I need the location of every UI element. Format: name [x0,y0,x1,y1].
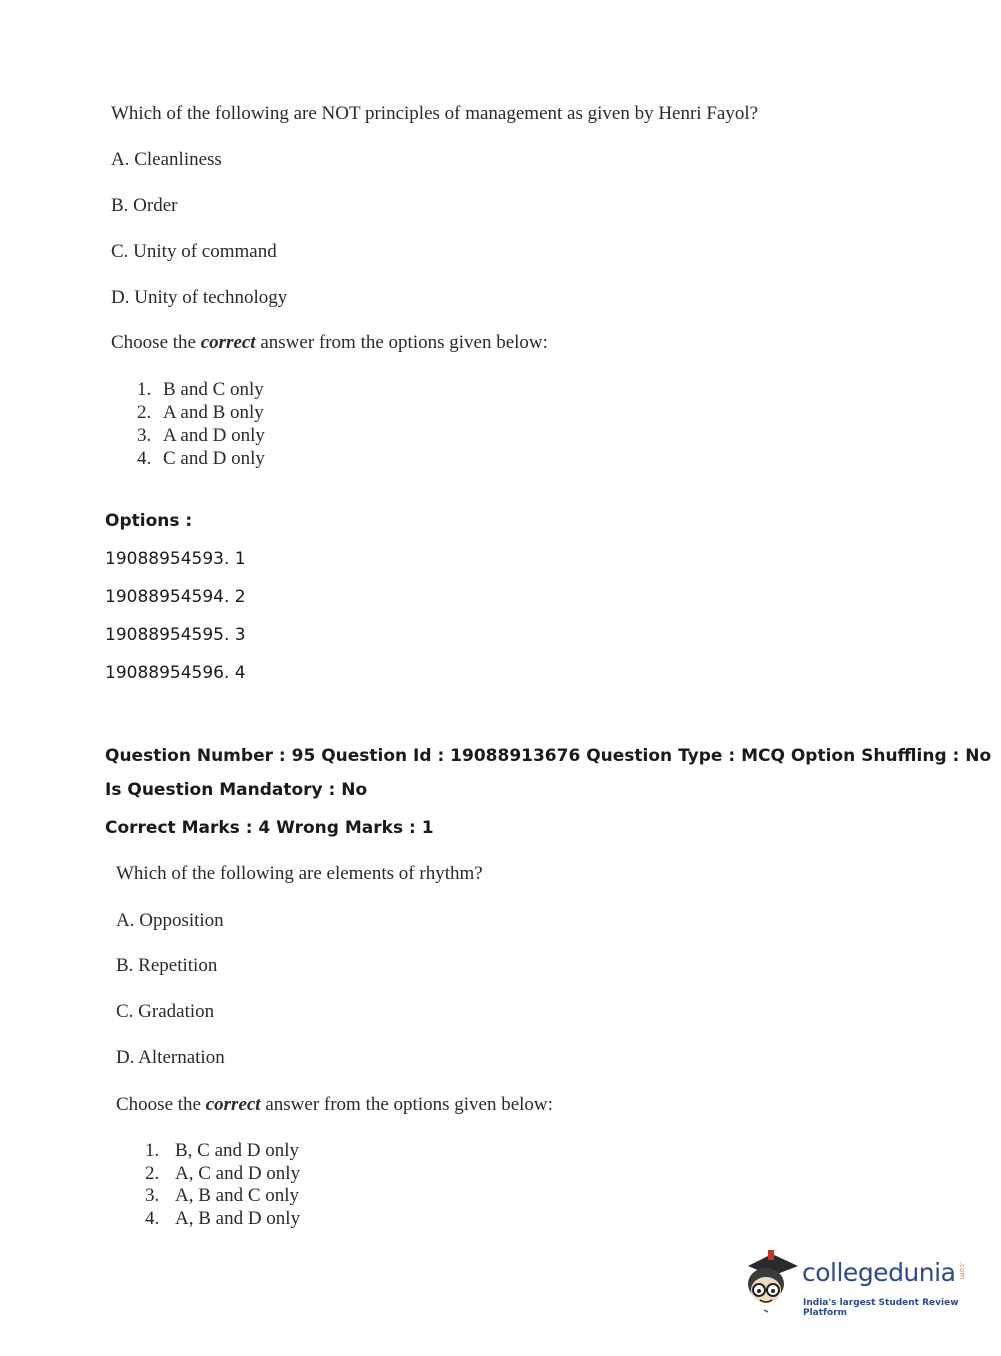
statement-b: B. Repetition [116,955,218,976]
instruction-text: Choose the [116,1094,206,1115]
collegedunia-logo [742,1246,972,1316]
choice-3 [145,1185,299,1207]
logo-tagline: India's largest Student Review Platform [803,1298,959,1318]
choice-text: A and B only [163,402,264,423]
statement-c: C. Gradation [116,1001,215,1022]
instruction-emphasis: correct [205,1094,261,1115]
choice-text: A and D only [163,425,265,446]
statement-b: B. Order [111,195,178,216]
choice-number: 2. [145,1163,160,1184]
choice-2 [137,402,264,424]
choice-number: 1. [137,379,152,400]
choice-4 [145,1208,300,1230]
choice-number: 2. [137,402,152,423]
question-stem: Which of the following are elements of rhythm? [116,863,483,884]
instruction-text-end: answer from the options given below: [255,332,548,353]
option-1: 19088954593. 1 [105,549,246,569]
statement-d: D. Unity of technology [111,287,288,308]
mandatory-line: Is Question Mandatory : No [105,780,368,800]
statement-c: C. Unity of command [111,241,277,262]
choice-text: B and C only [163,379,264,400]
instruction [111,332,548,354]
choice-number: 3. [137,425,152,446]
logo-suffix: .com [958,1262,966,1280]
choice-text: A, B and C only [175,1185,300,1206]
instruction-text: Choose the [111,332,201,353]
options-heading: Options : [105,511,193,531]
mascot-icon [742,1246,802,1314]
choice-2 [145,1163,300,1185]
statement-a: A. Opposition [116,910,224,931]
option-3: 19088954595. 3 [105,625,246,645]
choice-number: 4. [137,448,152,469]
choice-1 [137,379,264,401]
instruction-emphasis: correct [200,332,256,353]
statement-d: D. Alternation [116,1047,225,1068]
choice-3 [137,425,265,447]
choice-text: C and D only [163,448,265,469]
choice-4 [137,448,265,470]
instruction [116,1094,553,1116]
choice-number: 1. [145,1140,160,1161]
statement-a: A. Cleanliness [111,149,222,170]
choice-text: A, C and D only [175,1163,301,1184]
logo-wordmark: collegedunia [802,1258,956,1287]
option-4: 19088954596. 4 [105,663,246,683]
question-meta-line: Question Number : 95 Question Id : 19088913676 Question Type : MCQ Option Shuffling : No [105,746,992,766]
marks-line: Correct Marks : 4 Wrong Marks : 1 [105,818,434,838]
choice-number: 3. [145,1185,160,1206]
choice-text: A, B and D only [175,1208,301,1229]
choice-number: 4. [145,1208,160,1229]
question-stem: Which of the following are NOT principles of management as given by Henri Fayol? [111,103,759,124]
instruction-text-end: answer from the options given below: [260,1094,553,1115]
choice-text: B, C and D only [175,1140,300,1161]
choice-1 [145,1140,299,1162]
option-2: 19088954594. 2 [105,587,246,607]
